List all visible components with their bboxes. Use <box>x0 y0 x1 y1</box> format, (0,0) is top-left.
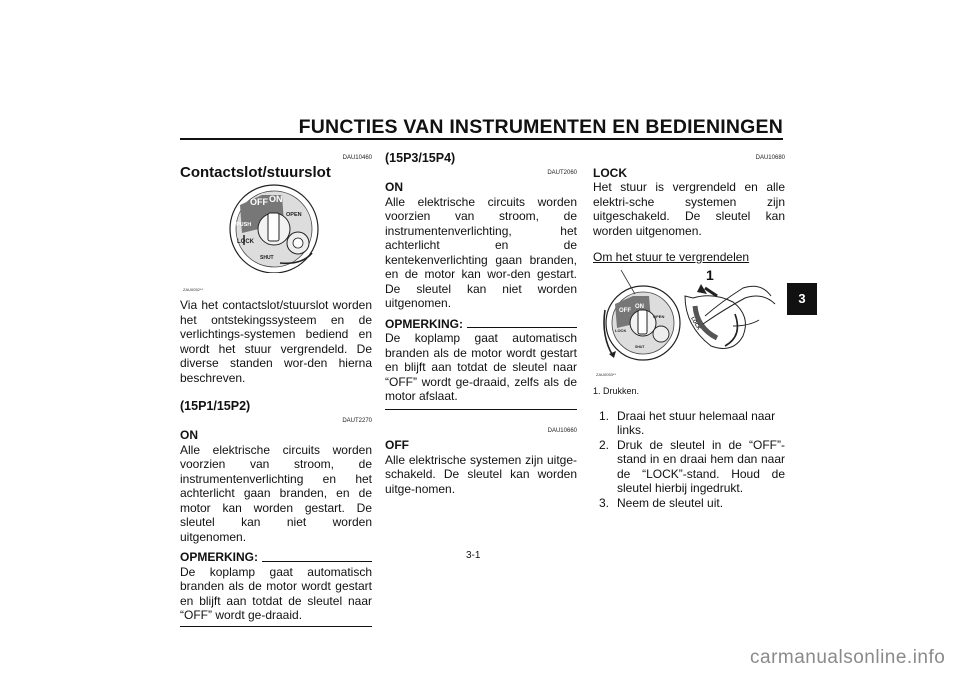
dial-label-on: ON <box>269 194 283 204</box>
off-paragraph: Alle elektrische systemen zijn uitge-schakeld. De sleutel kan worden uitge-nomen. <box>385 452 577 496</box>
dial-label-shut: SHUT <box>260 255 274 261</box>
note-heading <box>385 317 577 332</box>
note-paragraph: De koplamp gaat automatisch branden als de motor wordt gestart en blijft aan totdat de sleutel naar “OFF” wordt ge-draaid, zelfs als de motor afslaat. <box>385 331 577 410</box>
note-label: OPMERKING: <box>180 550 258 564</box>
header-rule <box>180 138 783 140</box>
lock-procedure-illustration <box>593 266 785 366</box>
figure-caption: 1. Drukken. <box>593 386 640 396</box>
figure-code: ZAU0052** <box>183 287 204 292</box>
on-paragraph: Alle elektrische circuits worden voorzien van stroom, de instrumentenverlichting en het achterlicht gaan branden, en de motor kan worden gestart. De sleutel kan niet worden uitgenomen. <box>180 442 372 544</box>
dial-label-open: OPEN <box>653 314 665 319</box>
dial-label-on: ON <box>635 304 644 310</box>
note-label: OPMERKING: <box>385 316 463 331</box>
doc-code: DAU10680 <box>755 155 785 161</box>
dial-label-lock: LOCK <box>615 328 627 333</box>
intro-paragraph: Via het contactslot/stuurslot worden het ontstekingssysteem en de verlichtings-systemen bediend en wordt het stuur vergrendeld. De diverse standen wor-den hierna beschreven. <box>180 298 372 385</box>
steps-list <box>593 409 785 511</box>
list-item: 1. Draai het stuur helemaal naar links. <box>599 408 776 437</box>
doc-code: DAU10460 <box>342 155 372 161</box>
model-heading: (15P3/15P4) <box>385 151 456 165</box>
doc-code: DAU10660 <box>547 427 577 434</box>
note-paragraph: De koplamp gaat automatisch branden als de motor wordt gestart en blijft aan totdat de sleutel naar “OFF” wordt ge-draaid. <box>180 565 372 627</box>
figure-code: ZAU0053** <box>596 372 617 377</box>
model-heading: (15P1/15P2) <box>180 399 251 413</box>
figure-callout-1: 1 <box>706 267 714 283</box>
column-1-body <box>180 298 372 627</box>
dial-label-lock-2: LOCK <box>689 316 702 332</box>
column-3 <box>593 151 785 265</box>
lock-heading: LOCK <box>593 165 627 180</box>
list-item: 3. Neem de sleutel uit. <box>599 495 724 510</box>
on-heading: ON <box>180 428 198 442</box>
doc-code: DAUT2270 <box>342 417 372 424</box>
list-item: 2. Druk de sleutel in de “OFF”-stand in en draai hem dan naar de “LOCK”-stand. Houd de sleutel hierbij ingedrukt. <box>599 437 785 495</box>
sub-heading: Om het stuur te vergrendelen <box>593 250 750 264</box>
lock-paragraph: Het stuur is vergrendeld en alle elektri-sche systemen zijn uitgeschakeld. De sleutel kan worden uitgenomen. <box>593 180 785 238</box>
note-heading <box>180 550 372 565</box>
watermark: carmanualsonline.info <box>750 647 946 668</box>
column-1 <box>180 151 372 180</box>
column-2 <box>385 151 577 496</box>
dial-label-open: OPEN <box>286 212 302 218</box>
dial-label-shut: SHUT <box>635 345 645 349</box>
doc-code: DAUT2060 <box>547 169 577 176</box>
column-3-body <box>593 384 785 510</box>
dial-label-lock: LOCK <box>237 239 254 245</box>
off-heading: OFF <box>385 438 409 452</box>
chapter-tab: 3 <box>787 283 817 315</box>
on-paragraph: Alle elektrische circuits worden voorzien van stroom, de instrumentenverlichting, het achterlicht en de kentekenverlichting gaan branden, en de motor kan wor-den gestart. De sleutel kan niet worden uitgenomen. <box>385 194 577 310</box>
dial-label-off: OFF <box>250 197 268 207</box>
dial-label-push: PUSH <box>236 222 252 228</box>
page-header-title: FUNCTIES VAN INSTRUMENTEN EN BEDIENINGEN <box>298 116 783 138</box>
ignition-switch-illustration <box>222 183 330 273</box>
section-heading: Contactslot/stuurslot <box>180 163 331 181</box>
page-number: 3-1 <box>466 550 481 561</box>
dial-label-off: OFF <box>619 308 631 314</box>
on-heading: ON <box>385 180 403 194</box>
